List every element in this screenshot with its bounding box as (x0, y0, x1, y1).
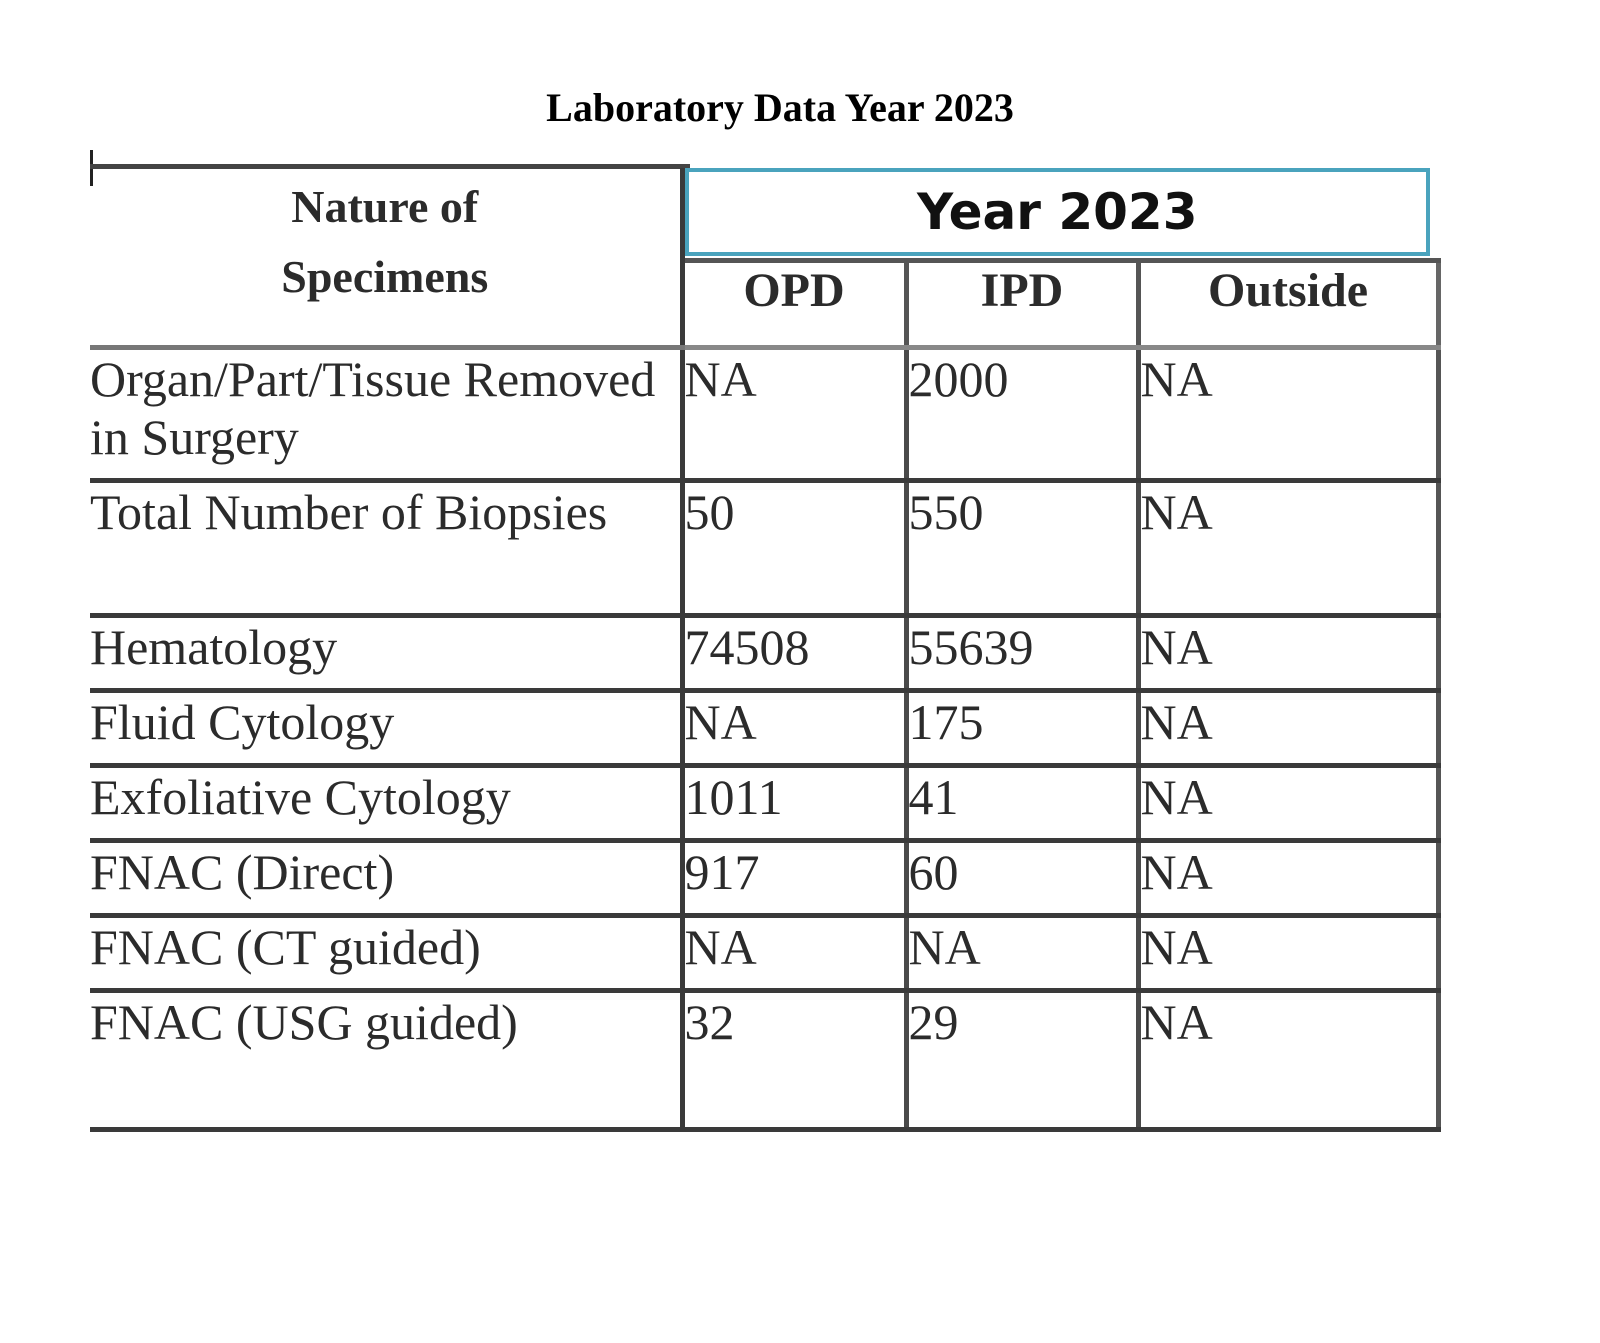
ipd-value: NA (906, 916, 1138, 991)
opd-value: 32 (682, 991, 906, 1130)
column-header-opd: OPD (682, 261, 906, 348)
header-row-year (90, 168, 1438, 261)
laboratory-data-table (90, 168, 1441, 1132)
row-label: Exfoliative Cytology (90, 766, 682, 841)
outside-value: NA (1138, 691, 1438, 766)
opd-value: 50 (682, 481, 906, 616)
row-label: Organ/Part/Tissue Removed in Surgery (90, 348, 682, 481)
row-label: Fluid Cytology (90, 691, 682, 766)
row-label: FNAC (CT guided) (90, 916, 682, 991)
table-row (90, 991, 1438, 1130)
specimen-header-line1: Nature of (291, 181, 479, 232)
outside-value: NA (1138, 991, 1438, 1130)
row-label: FNAC (Direct) (90, 841, 682, 916)
outside-value: NA (1138, 766, 1438, 841)
table-row (90, 481, 1438, 616)
table-row (90, 616, 1438, 691)
specimen-header-line2: Specimens (281, 251, 489, 302)
opd-value: NA (682, 348, 906, 481)
document-title: Laboratory Data Year 2023 (546, 85, 1014, 130)
specimen-column-header (90, 168, 682, 348)
outside-value: NA (1138, 481, 1438, 616)
row-label: Total Number of Biopsies (90, 481, 682, 616)
year-header-box: Year 2023 (685, 168, 1431, 256)
ipd-value: 550 (906, 481, 1138, 616)
row-label: Hematology (90, 616, 682, 691)
ipd-value: 2000 (906, 348, 1138, 481)
column-header-outside: Outside (1138, 261, 1438, 348)
table-row (90, 916, 1438, 991)
outside-value: NA (1138, 348, 1438, 481)
opd-value: 1011 (682, 766, 906, 841)
ipd-value: 41 (906, 766, 1138, 841)
outside-value: NA (1138, 916, 1438, 991)
column-header-ipd: IPD (906, 261, 1138, 348)
opd-value: NA (682, 916, 906, 991)
ipd-value: 175 (906, 691, 1138, 766)
outside-value: NA (1138, 616, 1438, 691)
opd-value: 917 (682, 841, 906, 916)
table-row (90, 348, 1438, 481)
ipd-value: 29 (906, 991, 1138, 1130)
table-row (90, 766, 1438, 841)
year-header-cell (682, 168, 1438, 261)
opd-value: NA (682, 691, 906, 766)
row-label: FNAC (USG guided) (90, 991, 682, 1130)
opd-value: 74508 (682, 616, 906, 691)
table-row (90, 691, 1438, 766)
outside-value: NA (1138, 841, 1438, 916)
ipd-value: 60 (906, 841, 1138, 916)
ipd-value: 55639 (906, 616, 1138, 691)
table-row (90, 841, 1438, 916)
